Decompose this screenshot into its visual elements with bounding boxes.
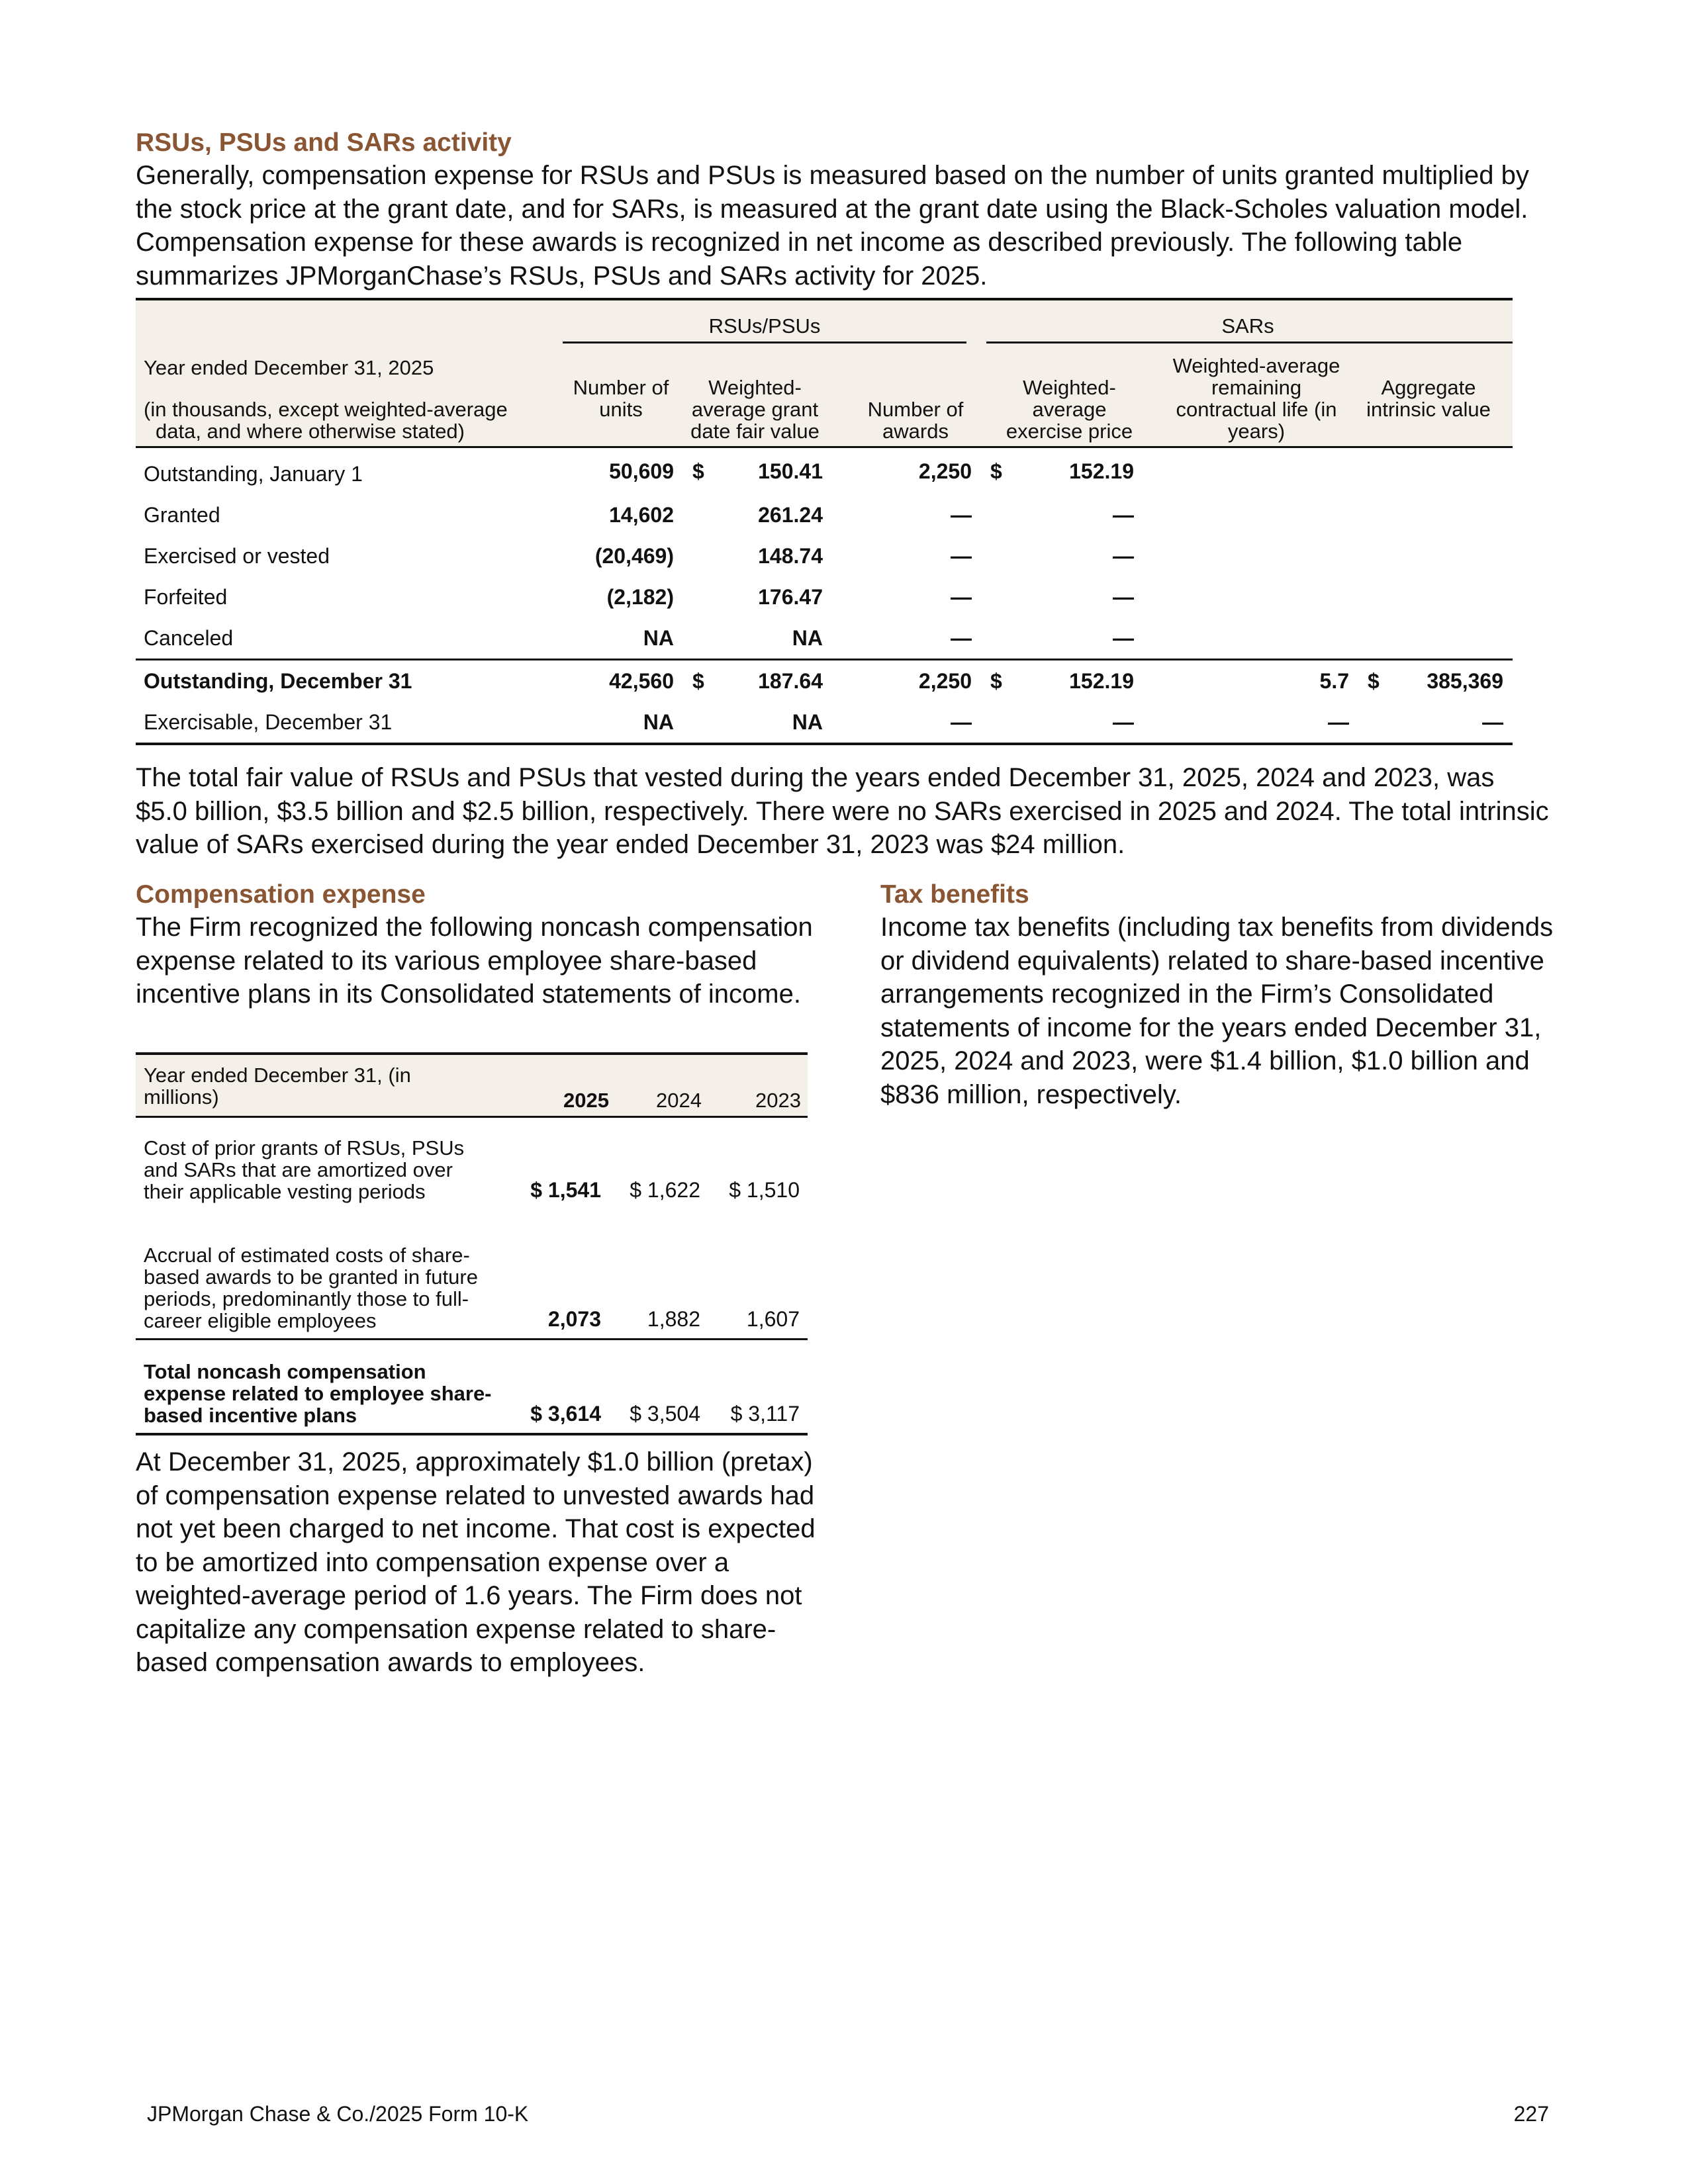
cell-d3: $ <box>1368 668 1380 693</box>
cell-awards: 2,250 <box>918 668 972 693</box>
compensation-row <box>136 1340 808 1435</box>
tax-heading: Tax benefits <box>880 880 1029 909</box>
comp-cell-v2023: $ 1,510 <box>729 1178 800 1202</box>
compensation-table-body <box>136 1118 808 1435</box>
cell-units: 50,609 <box>609 459 674 483</box>
row-label: Exercised or vested <box>144 543 330 568</box>
compensation-after-text: At December 31, 2025, approximately $1.0 billion (pretax) of compensation expense related to unvested awards had not yet been charged to net income. That cost is expected to be amortized into compensation expense over a weighted-average period of 1.6 years. The Firm does not capitalize any compensation expense related to share-based compensation awards to employees. <box>136 1447 816 1677</box>
cell-life: 5.7 <box>1319 668 1349 693</box>
comp-table-title: Year ended December 31, (in millions) <box>144 1064 411 1109</box>
cell-life <box>1143 617 1358 660</box>
cell-d3 <box>1358 702 1385 744</box>
comp-year-2025: 2025 <box>563 1089 609 1112</box>
cell-d1 <box>683 702 716 744</box>
cell-life <box>1143 494 1358 535</box>
comp-cell-v2024: 1,882 <box>609 1209 708 1340</box>
comp-row-label: Accrual of estimated costs of share-based awards to be granted in future periods, predominantly those to full-career eligible employees <box>136 1209 513 1340</box>
cell-awards: — <box>951 584 972 609</box>
cell-exercise: 152.19 <box>1069 459 1134 483</box>
cell-units: NA <box>546 702 683 744</box>
cell-life <box>1143 576 1358 617</box>
compensation-table <box>136 1052 808 1435</box>
cell-d2 <box>981 494 1017 535</box>
cell-d3 <box>1358 617 1385 660</box>
cell-exercise: — <box>1113 502 1134 527</box>
cell-units: 14,602 <box>609 502 674 527</box>
footer-left: JPMorgan Chase & Co./2025 Form 10-K <box>147 2102 529 2126</box>
activity-row <box>136 494 1513 535</box>
row-label: Outstanding, December 31 <box>144 668 412 693</box>
cell-awards: 2,250 <box>918 459 972 483</box>
cell-units: 42,560 <box>609 668 674 693</box>
cell-units: (2,182) <box>606 584 674 609</box>
tax-body: Income tax benefits (including tax benefits from dividends or dividend equivalents) related to share-based incentive arrangements recognized in the Firm’s Consolidated statements of income for the years ended December 31, 2025, 2024 and 2023, were $1.4 billion, $1.0 billion and $836 million, respectively. <box>880 913 1554 1109</box>
cell-grant: 176.47 <box>758 584 823 609</box>
table-title-line1: Year ended December 31, 2025 <box>144 356 434 379</box>
compensation-table-header <box>136 1055 808 1118</box>
activity-heading: RSUs, PSUs and SARs activity <box>136 128 512 157</box>
cell-grant: NA <box>716 617 832 660</box>
group-sar-label: SARs <box>1221 314 1274 338</box>
cell-grant: 148.74 <box>758 543 823 568</box>
cell-intrinsic <box>1385 448 1513 494</box>
cell-grant: 187.64 <box>758 668 823 693</box>
activity-row <box>136 448 1513 494</box>
row-label: Granted <box>144 502 220 527</box>
col-life-header: Weighted-average remaining contractual life (in years) <box>1172 354 1340 443</box>
cell-d2 <box>981 576 1017 617</box>
comp-cell-v2023: $ 3,117 <box>708 1340 808 1435</box>
row-label: Outstanding, January 1 <box>144 461 363 486</box>
cell-intrinsic: — <box>1385 702 1513 744</box>
cell-d1 <box>683 494 716 535</box>
col-units-header: Number of units <box>573 376 669 421</box>
cell-exercise: — <box>1113 584 1134 609</box>
cell-exercise: — <box>1113 543 1134 568</box>
cell-awards: — <box>832 617 981 660</box>
comp-cell-v2025: $ 3,614 <box>513 1340 609 1435</box>
comp-row-label: Cost of prior grants of RSUs, PSUs and SARs that are amortized over their applicable vesting periods <box>144 1136 465 1203</box>
comp-year-2024: 2024 <box>656 1089 702 1112</box>
group-sar-rule <box>986 341 1513 343</box>
cell-exercise: — <box>1017 702 1143 744</box>
cell-awards: — <box>832 702 981 744</box>
cell-life <box>1143 535 1358 576</box>
cell-d2: $ <box>990 459 1002 483</box>
cell-intrinsic <box>1385 617 1513 660</box>
cell-d1 <box>683 617 716 660</box>
cell-intrinsic <box>1385 576 1513 617</box>
cell-intrinsic <box>1385 494 1513 535</box>
group-rsu-rule <box>563 341 966 343</box>
group-rsu-label: RSUs/PSUs <box>708 314 821 338</box>
activity-row <box>136 617 1513 660</box>
cell-d3 <box>1358 494 1385 535</box>
cell-grant: 150.41 <box>758 459 823 483</box>
table-title-line2: (in thousands, except weighted-average <box>144 398 508 421</box>
comp-row-label: Total noncash compensation expense related to employee share-based incentive plans <box>136 1340 513 1435</box>
col-grant-header: Weighted-average grant date fair value <box>690 376 820 443</box>
cell-d1: $ <box>692 459 704 483</box>
col-exercise-header: Weighted-average exercise price <box>1006 376 1133 443</box>
cell-life <box>1143 448 1358 494</box>
row-label: Canceled <box>136 617 546 660</box>
comp-cell-v2024: $ 3,504 <box>609 1340 708 1435</box>
activity-row <box>136 660 1513 702</box>
cell-d2 <box>981 617 1017 660</box>
activity-table-header <box>136 300 1513 448</box>
page-number: 227 <box>1513 2102 1549 2126</box>
activity-table-body <box>136 448 1513 745</box>
activity-row <box>136 576 1513 617</box>
cell-d2: $ <box>990 668 1002 693</box>
row-label: Exercisable, December 31 <box>136 702 546 744</box>
cell-life: — <box>1143 702 1358 744</box>
cell-awards: — <box>951 543 972 568</box>
cell-d2 <box>981 535 1017 576</box>
activity-after-text: The total fair value of RSUs and PSUs that vested during the years ended December 31, 2025, 2024 and 2023, was $5.0 billion, $3.5 billion and $2.5 billion, respectively. There were no SARs exercised in 2025 and 2024. The total intrinsic value of SARs exercised during the year ended December 31, 2023 was $24 million. <box>136 763 1549 859</box>
cell-d1: $ <box>692 668 704 693</box>
activity-row <box>136 702 1513 744</box>
cell-d3 <box>1358 576 1385 617</box>
cell-d3 <box>1358 535 1385 576</box>
row-label: Forfeited <box>144 584 228 609</box>
cell-exercise: 152.19 <box>1069 668 1134 693</box>
cell-exercise: — <box>1017 617 1143 660</box>
comp-cell-v2025: 2,073 <box>513 1209 609 1340</box>
compensation-row <box>136 1118 808 1209</box>
cell-d2 <box>981 702 1017 744</box>
comp-cell-v2025: $ 1,541 <box>530 1178 601 1202</box>
cell-intrinsic <box>1385 535 1513 576</box>
compensation-intro: The Firm recognized the following noncash compensation expense related to its various employee share-based incentive plans in its Consolidated statements of income. <box>136 913 813 1009</box>
compensation-heading: Compensation expense <box>136 880 426 909</box>
cell-grant: NA <box>716 702 832 744</box>
cell-units: NA <box>546 617 683 660</box>
cell-intrinsic: 385,369 <box>1427 668 1503 693</box>
cell-d1 <box>683 576 716 617</box>
compensation-row <box>136 1209 808 1340</box>
activity-intro: Generally, compensation expense for RSUs and PSUs is measured based on the number of units granted multiplied by the stock price at the grant date, and for SARs, is measured at the grant date using the Black-Scholes valuation model. Compensation expense for these awards is recognized in net income as described previously. The following table summarizes JPMorganChase’s RSUs, PSUs and SARs activity for 2025. <box>136 161 1529 291</box>
table-title-line3: data, and where otherwise stated) <box>156 420 465 443</box>
cell-units: (20,469) <box>594 543 674 568</box>
col-intrinsic-header: Aggregate intrinsic value <box>1366 376 1491 421</box>
cell-grant: 261.24 <box>758 502 823 527</box>
cell-d1 <box>683 535 716 576</box>
activity-table <box>136 298 1513 745</box>
comp-year-2023: 2023 <box>755 1089 801 1112</box>
comp-cell-v2023: 1,607 <box>708 1209 808 1340</box>
cell-d3 <box>1358 448 1385 494</box>
comp-cell-v2024: $ 1,622 <box>630 1178 700 1202</box>
cell-awards: — <box>951 502 972 527</box>
col-awards-header: Number of awards <box>867 398 964 443</box>
activity-row <box>136 535 1513 576</box>
